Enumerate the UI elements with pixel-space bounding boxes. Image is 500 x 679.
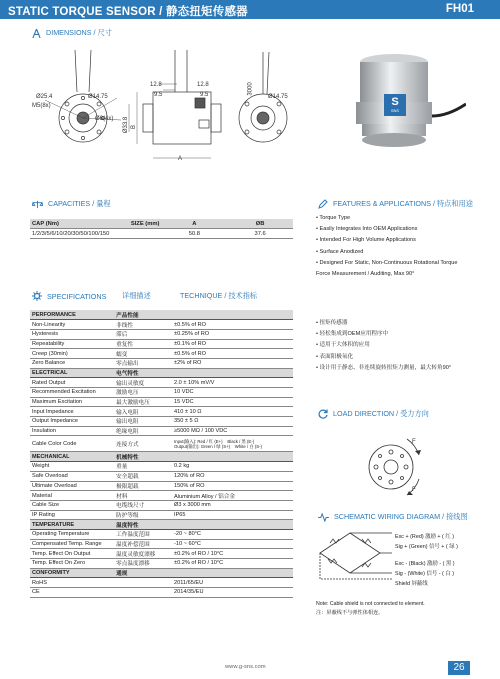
feature-item <box>316 329 451 340</box>
spec-v: Ø3 x 3000 mm <box>174 502 211 509</box>
feature-text: 扭矩传感器 <box>319 320 348 326</box>
feature-item <box>316 258 457 269</box>
specifications-table <box>30 310 293 598</box>
spec-cn: 激励电压 <box>116 390 139 397</box>
wiring-note-en: Note: Cable shield is not connected to element. <box>316 601 425 607</box>
dim-d1475b: Ø14.75 <box>268 94 288 100</box>
feature-item <box>316 224 457 235</box>
capacities-heading: CAPACITIES / 量程 <box>32 199 111 209</box>
feature-item <box>316 363 451 374</box>
spec-en: Ultimate Overload <box>32 482 77 489</box>
spec-en: PERFORMANCE <box>32 311 76 318</box>
cap-header: CAP (Nm) <box>32 220 59 227</box>
spec-group-row <box>30 368 293 378</box>
spec-cn: 机械特性 <box>116 454 139 461</box>
dim-d25: Ø25.4 <box>36 94 53 100</box>
spec-en: Repeatability <box>32 340 65 347</box>
spec-row <box>30 349 293 359</box>
wiring-note-cn: 注：屏蔽线不与弹性体相连。 <box>316 609 384 616</box>
wire-label: Exc + (Red) 激励 + ( 红 ) <box>395 534 455 540</box>
spec-v: Input(输入): Red / 红 (E+) Black / 黑 (E-) Output(输出): Green / 绿 (S+) White / 白 (S-) <box>174 438 262 449</box>
spec-row <box>30 397 293 407</box>
spec-row <box>30 559 293 569</box>
spec-v: -10 ~ 60°C <box>174 540 201 547</box>
spec-row <box>30 426 293 436</box>
spec-row <box>30 417 293 427</box>
spec-row <box>30 339 293 349</box>
gear-icon <box>32 291 42 301</box>
capacities-table <box>30 219 293 239</box>
spec-en: Rated Output <box>32 379 66 386</box>
feature-text: Torque Type <box>319 215 351 221</box>
bullet-icon: • <box>316 320 320 326</box>
wire-label: Sig + (Green) 信号 + ( 绿 ) <box>395 544 458 551</box>
spec-row <box>30 436 293 452</box>
feature-item <box>316 213 457 224</box>
features-list-en <box>316 213 457 280</box>
spec-en: Temp. Effect On Zero <box>32 560 86 567</box>
bullet-icon: • <box>316 342 320 349</box>
spec-cn: 电缆线尺寸 <box>116 503 145 510</box>
spec-cn: 电气特性 <box>116 370 139 377</box>
dim-d6: Ø6(4x) <box>95 116 114 122</box>
spec-cn: 工作温度范围 <box>116 532 150 539</box>
spec-v: 10 VDC <box>174 389 194 396</box>
product-photo <box>348 44 466 164</box>
rotate-icon <box>318 409 328 419</box>
pencil-icon <box>318 199 328 209</box>
spec-cn: 零点输出 <box>116 361 139 368</box>
force-label-1: F <box>412 439 416 445</box>
specifications-heading-cn: 详细描述 <box>122 291 151 300</box>
dim-b: B <box>131 124 138 130</box>
spec-en: ELECTRICAL <box>32 369 68 376</box>
bullet-icon: • <box>316 215 320 221</box>
spec-v: Aluminium Alloy / 铝合金 <box>174 493 235 500</box>
spec-cn: 重复性 <box>116 341 133 348</box>
feature-text: Force Measurement / Auditing, Max 90° <box>316 271 415 278</box>
spec-en: Creep (30min) <box>32 350 68 357</box>
spec-v: 2.0 ± 10% mV/V <box>174 379 215 386</box>
feature-item <box>316 352 451 363</box>
spec-v: -20 ~ 80°C <box>174 531 201 538</box>
spec-cn: 滞后 <box>116 332 128 339</box>
spec-cn: 材料 <box>116 493 128 500</box>
spec-en: Non-Linearity <box>32 321 66 328</box>
bullet-icon: • <box>316 364 320 371</box>
brand-logo: S <box>391 96 399 108</box>
bullet-icon: • <box>316 259 320 266</box>
spec-en: RoHS <box>32 579 47 586</box>
wheatstone-bridge-diagram <box>316 527 396 587</box>
balance-icon <box>32 200 43 209</box>
spec-group-row <box>30 310 293 320</box>
page-title: STATIC TORQUE SENSOR / 静态扭矩传感器 <box>8 6 248 18</box>
spec-en: Output Impedance <box>32 418 79 425</box>
load-direction-diagram <box>355 425 435 505</box>
spec-cn: 连接方式 <box>116 441 139 448</box>
a-value: 50.8 <box>188 230 200 237</box>
spec-group-row <box>30 452 293 462</box>
dim-128: 12.8 <box>150 82 162 88</box>
spec-en: Input Impedance <box>32 408 74 415</box>
spec-cn: 极限超载 <box>116 483 139 490</box>
wiring-legend <box>395 532 458 589</box>
spec-cn: 温度灵敏度漂移 <box>116 551 156 558</box>
spec-v: ±0.5% of RO <box>174 321 206 328</box>
spec-row <box>30 329 293 339</box>
b-value: 37.6 <box>254 230 266 237</box>
spec-row <box>30 529 293 539</box>
spec-en: CONFORMITY <box>32 570 70 577</box>
spec-en: Cable Color Code <box>32 440 77 447</box>
b-header: ØB <box>255 220 265 227</box>
force-label-2: F <box>412 487 416 493</box>
bullet-icon: • <box>316 226 320 233</box>
spec-v: ≥5000 MΩ / 100 VDC <box>174 428 228 435</box>
feature-text: 设计用于静态、非连续旋转扭矩力测量，最大转角90° <box>319 364 452 371</box>
spec-en: Maximum Excitation <box>32 399 83 406</box>
spec-en: IP Rating <box>32 511 55 518</box>
page-header <box>0 0 500 19</box>
feature-text: Easily Integrates Into OEM Applications <box>319 226 418 233</box>
feature-text: Surface Anodized <box>319 248 364 255</box>
spec-en: Compensated Temp. Range <box>32 540 102 547</box>
dim-95: 9.5 <box>154 92 163 98</box>
spec-v: 350 ± 5 Ω <box>174 418 199 425</box>
spec-row <box>30 549 293 559</box>
brand-logo-sub: SNS <box>390 108 400 113</box>
spec-v: ±0.2% of RO / 10°C <box>174 560 224 567</box>
spec-row <box>30 491 293 501</box>
features-list-cn <box>316 318 451 374</box>
spec-cn: 蠕变 <box>116 351 128 358</box>
spec-en: Insulation <box>32 428 56 435</box>
dim-a: A <box>178 156 183 162</box>
spec-row <box>30 358 293 368</box>
spec-row <box>30 500 293 510</box>
spec-cn: 输出灵敏度 <box>116 380 145 387</box>
compass-icon <box>32 29 41 38</box>
spec-cn: 防护等级 <box>116 512 139 519</box>
spec-cn: 重量 <box>116 464 128 471</box>
dim-128b: 12.8 <box>197 82 209 88</box>
spec-en: Temp. Effect On Output <box>32 550 91 557</box>
spec-cn: 零点温度漂移 <box>116 561 150 568</box>
spec-group-row <box>30 520 293 530</box>
dimensions-heading: DIMENSIONS / 尺寸 <box>32 28 112 38</box>
spec-v: ±0.25% of RO <box>174 331 210 338</box>
spec-cn: 绝缘电阻 <box>116 429 139 436</box>
spec-cn: 非线性 <box>116 322 133 329</box>
dim-95b: 9.5 <box>200 92 209 98</box>
spec-v: 150% of RO <box>174 482 205 489</box>
spec-en: Recommended Excitation <box>32 389 96 396</box>
dim-3000: 3000 <box>247 82 254 96</box>
wiring-note <box>316 600 425 617</box>
spec-row <box>30 407 293 417</box>
dim-m5: M5(8x) <box>32 103 51 109</box>
feature-text: Designed For Static, Non-Continuous Rotational Torque <box>319 259 458 266</box>
feature-text: 适用于大体积的应用 <box>319 342 370 349</box>
spec-cn: 温度补偿范围 <box>116 541 150 548</box>
feature-text: Intended For High Volume Applications <box>319 237 416 244</box>
spec-row <box>30 320 293 330</box>
feature-item <box>316 269 457 280</box>
a-header: A <box>192 220 197 227</box>
spec-en: Safe Overload <box>32 473 68 480</box>
spec-v: ±2% of RO <box>174 360 202 367</box>
spec-cn: 输入电阻 <box>116 409 139 416</box>
spec-row <box>30 378 293 388</box>
spec-v: ±0.2% of RO / 10°C <box>174 550 224 557</box>
page-number: 26 <box>448 661 470 675</box>
spec-en: Zero Balance <box>32 360 66 367</box>
technique-heading: TECHNIQUE / 技术指标 <box>180 291 258 300</box>
spec-row <box>30 539 293 549</box>
spec-row <box>30 578 293 588</box>
spec-en: Cable Size <box>32 502 60 509</box>
specifications-heading: SPECIFICATIONS <box>32 291 106 301</box>
dimension-drawing <box>25 40 315 180</box>
features-heading: FEATURES & APPLICATIONS / 特点和用途 <box>318 199 473 209</box>
wiring-heading: SCHEMATIC WIRING DIAGRAM / 接线图 <box>318 512 468 522</box>
cap-values: 1/2/3/5/6/10/20/30/50/100/150 <box>32 230 110 237</box>
spec-v: 410 ± 10 Ω <box>174 408 202 415</box>
spec-row <box>30 462 293 472</box>
spec-v: 2014/35/EU <box>174 589 204 596</box>
spec-cn: 安全超载 <box>116 474 139 481</box>
spec-en: Weight <box>32 463 50 470</box>
load-direction-heading: LOAD DIRECTION / 受力方向 <box>318 409 429 419</box>
bullet-icon: • <box>316 353 320 360</box>
spec-row <box>30 510 293 520</box>
spec-en: MECHANICAL <box>32 453 70 460</box>
bullet-icon: • <box>316 248 320 255</box>
spec-cn: 温度特性 <box>116 522 139 529</box>
feature-text: 轻松集成到OEM应用程序中 <box>319 331 389 338</box>
bullet-icon: • <box>316 331 320 338</box>
spec-cn: 产品性能 <box>116 312 139 319</box>
spec-en: Material <box>32 492 52 499</box>
feature-item <box>316 235 457 246</box>
wire-label: Exc - (Black) 激励 - ( 黑 ) <box>395 560 455 567</box>
spec-en: Hysteresis <box>32 331 59 338</box>
spec-cn: 输出电阻 <box>116 419 139 426</box>
spec-v: IP65 <box>174 511 186 518</box>
spec-en: Operating Temperature <box>32 531 90 538</box>
spec-en: CE <box>32 589 40 596</box>
feature-item <box>316 340 451 351</box>
spec-group-row <box>30 568 293 578</box>
model-number: FH01 <box>445 3 474 15</box>
wire-label: Sig - (White) 信号 - ( 白 ) <box>395 570 454 577</box>
wiring-icon <box>318 513 329 522</box>
spec-row <box>30 471 293 481</box>
spec-v: 2011/65/EU <box>174 579 204 586</box>
spec-v: 15 VDC <box>174 399 194 406</box>
dim-d338: Ø33.8 <box>123 116 130 134</box>
spec-v: 120% of RO <box>174 473 205 480</box>
feature-item <box>316 318 451 329</box>
footer-url: www.g-sns.com <box>225 664 266 670</box>
spec-row <box>30 481 293 491</box>
spec-row <box>30 588 293 598</box>
spec-v: ±0.1% of RO <box>174 340 206 347</box>
spec-en: TEMPERATURE <box>32 521 75 528</box>
spec-v: ±0.5% of RO <box>174 350 206 357</box>
bullet-icon: • <box>316 237 320 244</box>
dim-d1475: Ø14.75 <box>88 94 108 100</box>
size-header: SIZE (mm) <box>130 220 160 227</box>
spec-v: 0.2 kg <box>174 463 190 470</box>
spec-cn: 最大激励电压 <box>116 400 150 407</box>
feature-text: 表面阳极氧化 <box>319 353 354 360</box>
spec-cn: 通规 <box>116 571 128 578</box>
spec-row <box>30 388 293 398</box>
wire-label: Shield 屏蔽线 <box>395 581 428 588</box>
feature-item <box>316 247 457 258</box>
